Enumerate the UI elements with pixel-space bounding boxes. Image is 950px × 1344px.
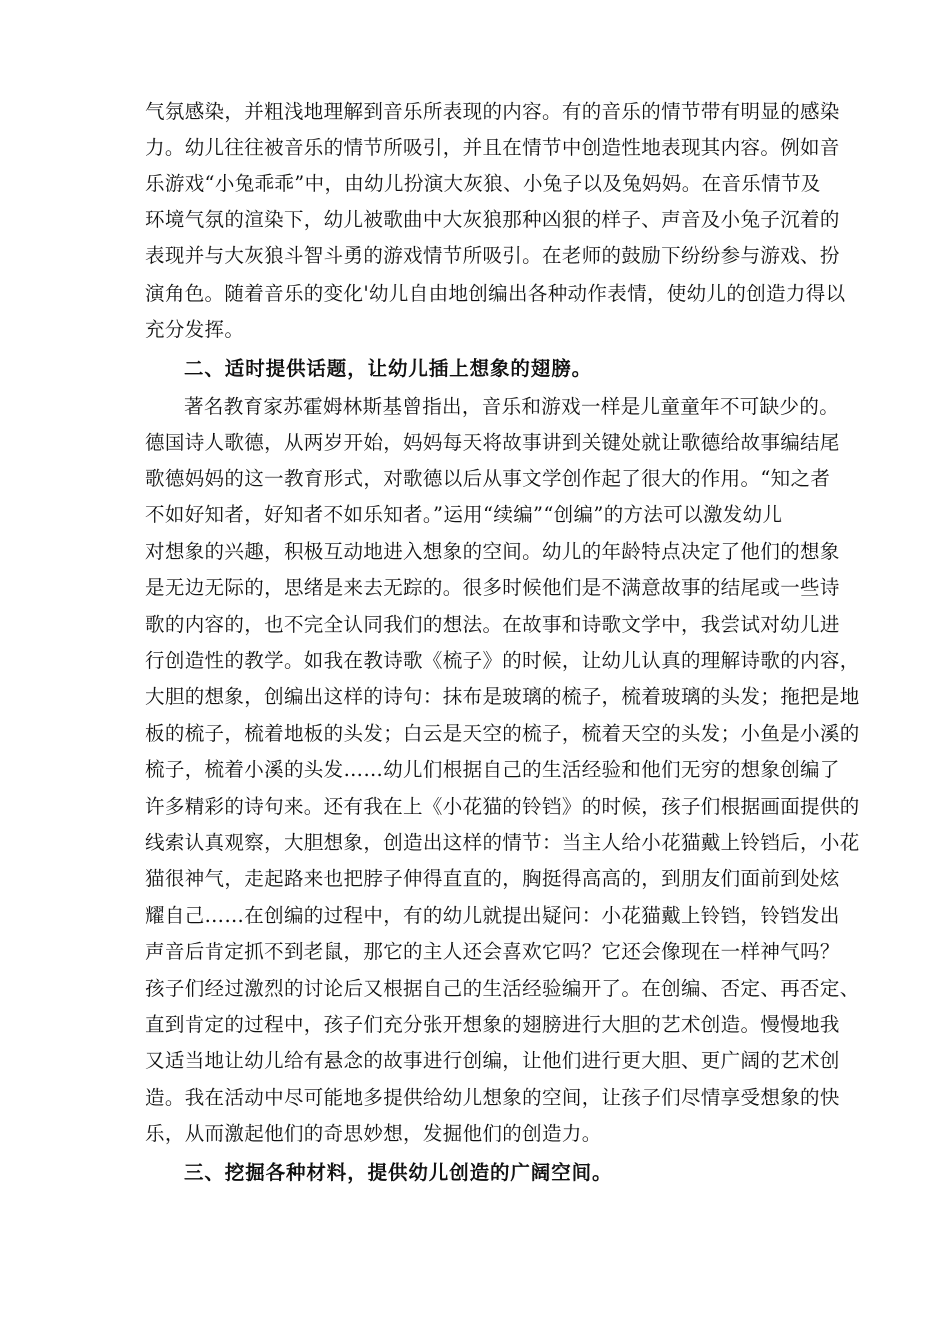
body-line: 直到肯定的过程中，孩子们充分张开想象的翅膀进行大胆的艺术创造。慢慢地我: [145, 1013, 840, 1036]
body-line: 充分发挥。: [145, 318, 245, 341]
body-line: 是无边无际的，思绪是来去无踪的。很多时候他们是不满意故事的结尾或一些诗: [145, 576, 840, 599]
body-line: 对想象的兴趣，积极互动地进入想象的空间。幼儿的年龄特点决定了他们的想象: [145, 540, 840, 563]
body-line: 声音后肯定抓不到老鼠，那它的主人还会喜欢它吗？它还会像现在一样神气吗？: [145, 940, 840, 963]
body-line: 耀自己……在创编的过程中，有的幼儿就提出疑问：小花猫戴上铃铛，铃铛发出: [145, 904, 840, 927]
body-line: 孩子们经过激烈的讨论后又根据自己的生活经验编开了。在创编、否定、再否定、: [145, 977, 860, 1000]
body-line: 板的梳子，梳着地板的头发；白云是天空的梳子，梳着天空的头发；小鱼是小溪的: [145, 722, 860, 745]
body-line: 演角色。随着音乐的变化'幼儿自由地创编出各种动作表情，使幼儿的创造力得以: [145, 282, 846, 305]
body-line: 气氛感染，并粗浅地理解到音乐所表现的内容。有的音乐的情节带有明显的感染: [145, 100, 840, 123]
body-line: 造。我在活动中尽可能地多提供给幼儿想象的空间，让孩子们尽情享受想象的快: [145, 1086, 840, 1109]
section-heading: 二、适时提供话题，让幼儿插上想象的翅膀。: [184, 357, 593, 380]
body-line: 乐游戏“小兔乖乖”中，由幼儿扮演大灰狼、小兔子以及兔妈妈。在音乐情节及: [145, 172, 821, 195]
body-line: 大胆的想象，创编出这样的诗句：抹布是玻璃的梳子，梳着玻璃的头发；拖把是地: [145, 685, 860, 708]
body-line: 行创造性的教学。如我在教诗歌《梳子》的时候，让幼儿认真的理解诗歌的内容，: [145, 649, 860, 672]
body-line: 环境气氛的渲染下，幼儿被歌曲中大灰狼那种凶狠的样子、声音及小兔子沉着的: [145, 208, 840, 231]
body-line: 不如好知者，好知者不如乐知者。”运用“续编”“创编”的方法可以激发幼儿: [145, 503, 783, 526]
body-line: 乐，从而激起他们的奇思妙想，发掘他们的创造力。: [145, 1122, 602, 1145]
body-line: 歌的内容的，也不完全认同我们的想法。在故事和诗歌文学中，我尝试对幼儿进: [145, 613, 840, 636]
body-line: 德国诗人歌德，从两岁开始，妈妈每天将故事讲到关键处就让歌德给故事编结尾: [145, 431, 840, 454]
body-line: 著名教育家苏霍姆林斯基曾指出，音乐和游戏一样是儿童童年不可缺少的。: [184, 395, 840, 418]
section-heading: 三、挖掘各种材料，提供幼儿创造的广阔空间。: [184, 1161, 613, 1184]
body-line: 又适当地让幼儿给有悬念的故事进行创编，让他们进行更大胆、更广阔的艺术创: [145, 1049, 840, 1072]
body-line: 歌德妈妈的这一教育形式，对歌德以后从事文学创作起了很大的作用。“知之者: [145, 467, 831, 490]
body-line: 许多精彩的诗句来。还有我在上《小花猫的铃铛》的时候，孩子们根据画面提供的: [145, 795, 860, 818]
body-line: 猫很神气，走起路来也把脖子伸得直直的，胸挺得高高的，到朋友们面前到处炫: [145, 867, 840, 890]
body-line: 梳子，梳着小溪的头发……幼儿们根据自己的生活经验和他们无穷的想象创编了: [145, 758, 840, 781]
body-line: 线索认真观察，大胆想象，创造出这样的情节：当主人给小花猫戴上铃铛后，小花: [145, 831, 860, 854]
body-line: 表现并与大灰狼斗智斗勇的游戏情节所吸引。在老师的鼓励下纷纷参与游戏、扮: [145, 244, 840, 267]
body-line: 力。幼儿往往被音乐的情节所吸引，并且在情节中创造性地表现其内容。例如音: [145, 136, 840, 159]
